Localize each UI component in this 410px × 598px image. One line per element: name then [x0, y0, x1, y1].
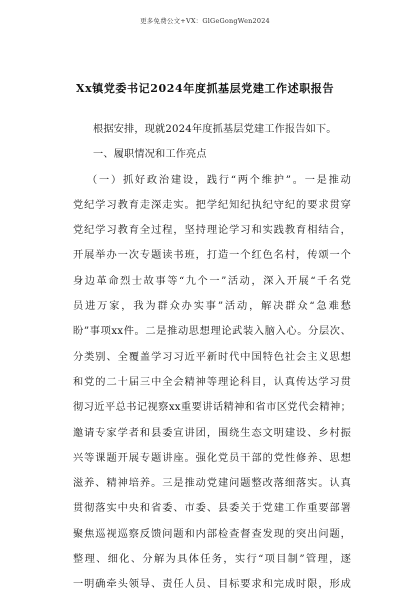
section-heading: 一、履职情况和工作亮点: [93, 149, 207, 161]
body-line: 彻习近平总书记视察xx重要讲话精神和省市区党代会精神；: [73, 402, 351, 414]
document-body: [73, 117, 351, 598]
document-title: Xx镇党委书记2024年度抓基层党建工作述职报告: [75, 82, 335, 95]
body-line: 滋养、精神培养。三是推动党建问题整改落细落实。认真: [73, 478, 351, 490]
body-line: 身边革命烈士故事等“九个一”活动，深入开展“千名党: [73, 275, 351, 287]
body-line: 党纪学习教育全过程，坚持理论学习和实践教育相结合，: [73, 225, 351, 237]
body-line: 党纪学习教育走深走实。把学纪知纪执纪守纪的要求贯穿: [73, 199, 351, 211]
body-line: 盼”事项xx件。二是推动思想理论武装入脑入心。分层次、: [73, 326, 351, 338]
body-line: 整理、细化、分解为具体任务，实行“项目制”管理，逐: [73, 554, 351, 566]
body-line: 兴等课题开展专题讲座。强化党员干部的党性修养、思想: [73, 452, 351, 464]
body-line: 员进万家，我为群众办实事”活动，解决群众“急难愁: [73, 301, 351, 313]
body-line: （一）抓好政治建设，践行“两个维护”。一是推动: [87, 174, 351, 186]
body-line: 和党的二十届三中全会精神等理论科目，认真传达学习贯: [73, 376, 351, 388]
body-line: 根据安排，现就2024年度抓基层党建工作报告如下。: [93, 124, 337, 135]
body-line: 贯彻落实中央和省委、市委、县委关于党建工作重要部署: [73, 503, 351, 515]
body-line: 分类别、全覆盖学习习近平新时代中国特色社会主义思想: [73, 351, 351, 363]
body-line: 开展举办一次专题读书班，打造一个红色名村，传颂一个: [73, 250, 351, 262]
body-line: 聚焦巡视巡察反馈问题和内部检查督查发现的突出问题，: [73, 528, 351, 540]
header-note: 更多免费公文+VX：GlGeGongWen2024: [140, 17, 270, 25]
body-line: 一明确牵头领导、责任人员、目标要求和完成时限，形成: [73, 579, 351, 591]
body-line: 邀请专家学者和县委宣讲团，围绕生态文明建设、乡村振: [73, 427, 351, 439]
